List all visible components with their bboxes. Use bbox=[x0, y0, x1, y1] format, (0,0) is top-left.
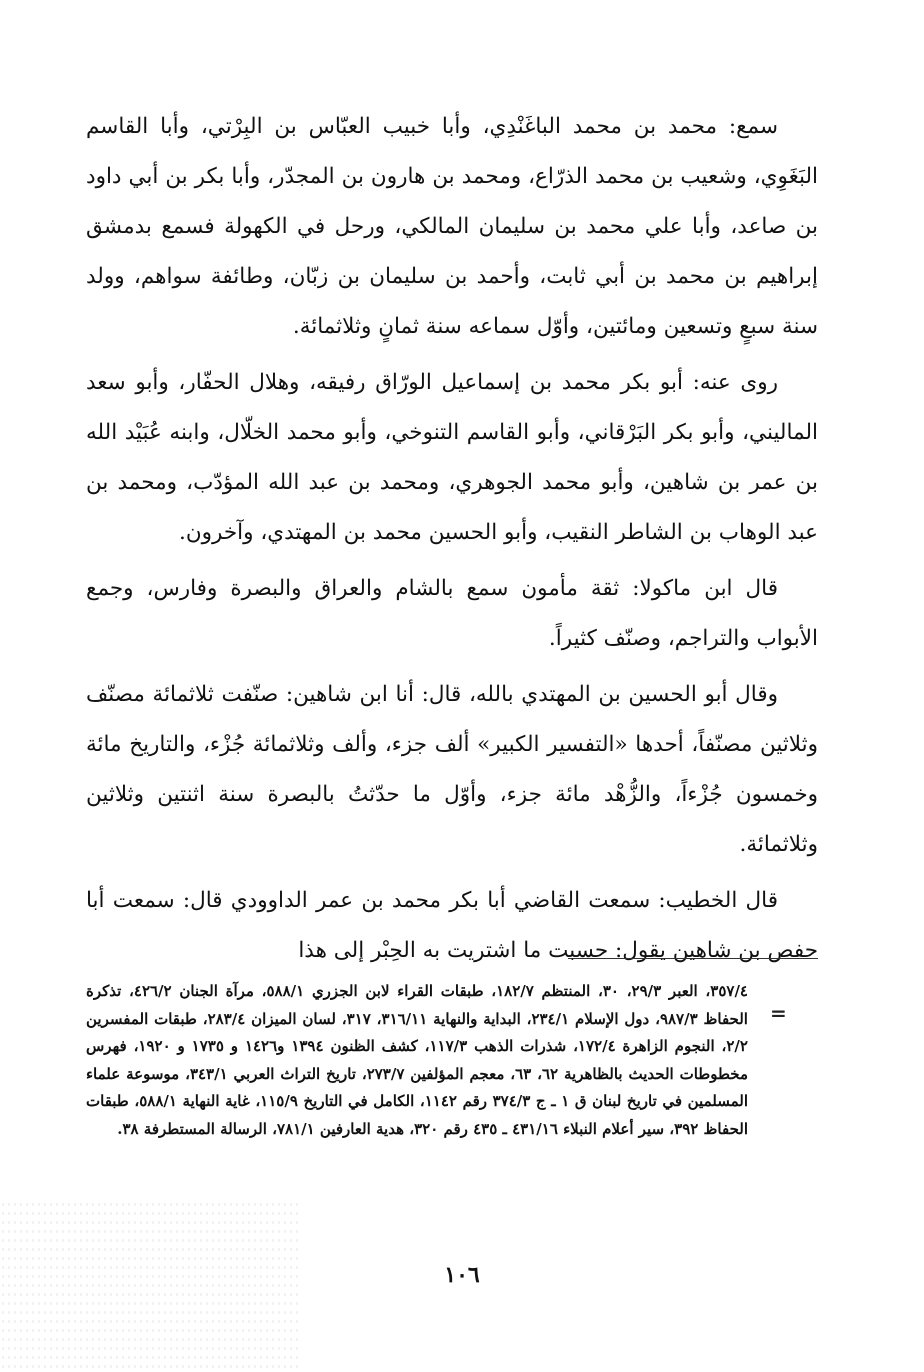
main-text bbox=[86, 102, 818, 976]
page-number: ١٠٦ bbox=[444, 1262, 480, 1288]
footnote-separator bbox=[568, 958, 818, 959]
paragraph-ibn-makula: قال ابن ماكولا: ثقة مأمون سمع بالشام والعراق والبصرة وفارس، وجمع الأبواب والتراجم، وصنّف كثيراً. bbox=[86, 576, 818, 651]
paragraph-ibn-al-muhtadi: وقال أبو الحسين بن المهتدي بالله، قال: أنا ابن شاهين: صنّفت ثلاثمائة مصنّف وثلاثين مصنّفاً، أحدها «التفسير الكبير» ألف جزء، وألف وثلاثمائة جُزْء، والتاريخ مائة وخمسون جُزْءاً، والزُّهْد مائة جزء، وأوّل ما حدّثتُ بالبصرة سنة اثنتين وثلاثين وثلاثمائة. bbox=[86, 682, 818, 857]
scan-noise-texture bbox=[0, 1200, 300, 1372]
footnote-references: ٣٥٧/٤، العبر ٢٩/٣، ٣٠، المنتظم ١٨٢/٧، طبقات القراء لابن الجزري ٥٨٨/١، مرآة الجنان ٤٢٦/٢، تذكرة الحفاظ ٩٨٧/٣، دول الإسلام ٢٣٤/١، البداية والنهاية ٣١٦/١١، ٣١٧، لسان الميزان ٢٨٣/٤، طبقات المفسرين ٢/٢، النجوم الزاهرة ١٧٢/٤، شذرات الذهب ١١٧/٣، كشف الظنون ١٣٩٤ و١٤٢٦ و ١٧٣٥ و ١٩٢٠، فهرس مخطوطات الحديث بالظاهرية ٦٢، ٦٣، معجم المؤلفين ٢٧٣/٧، تاريخ التراث العربي ٣٤٣/١، موسوعة علماء المسلمين في تاريخ لبنان ق ١ ـ ج ٣٧٤/٣ رقم ١١٤٢، الكامل في التاريخ ١١٥/٩، غاية النهاية ٥٨٨/١، طبقات الحفاظ ٣٩٢، سير أعلام النبلاء ٤٣١/١٦ ـ ٤٣٥ رقم ٣٢٠، هدية العارفين ٧٨١/١، الرسالة المستطرفة ٣٨. bbox=[86, 982, 749, 1138]
paragraph-al-khatib: قال الخطيب: سمعت القاضي أبا بكر محمد بن عمر الداوودي قال: سمعت أبا حفص بن شاهين يقول: حسبت ما اشتريت به الحِبْر إلى هذا bbox=[86, 888, 818, 963]
footnote-continuation-marker: = bbox=[770, 1001, 787, 1025]
paragraph-narrated-by: روى عنه: أبو بكر محمد بن إسماعيل الورّاق رفيقه، وهلال الحفّار، وأبو سعد الماليني، وأبو بكر البَرْقاني، وأبو القاسم التنوخي، وأبو محمد الخلّال، وابنه عُبَيْد الله بن عمر بن شاهين، وأبو محمد الجوهري، ومحمد بن عبد الله المؤدّب، ومحمد بن عبد الوهاب بن الشاطر النقيب، وأبو الحسين محمد بن المهتدي، وآخرون. bbox=[86, 370, 818, 545]
paragraph-heard-from: سمع: محمد بن محمد الباغَنْدِي، وأبا خبيب العبّاس بن البِرْتي، وأبا القاسم البَغَوِي، وشعيب بن محمد الذرّاع، ومحمد بن هارون بن المجدّر، وأبا بكر بن أبي داود بن صاعد، وأبا علي محمد بن سليمان المالكي، ورحل في الكهولة فسمع بدمشق إبراهيم بن محمد بن أبي ثابت، وأحمد بن سليمان بن زبّان، وطائفة سواهم، وولد سنة سبعٍ وتسعين ومائتين، وأوّل سماعه سنة ثمانٍ وثلاثمائة. bbox=[86, 114, 818, 339]
